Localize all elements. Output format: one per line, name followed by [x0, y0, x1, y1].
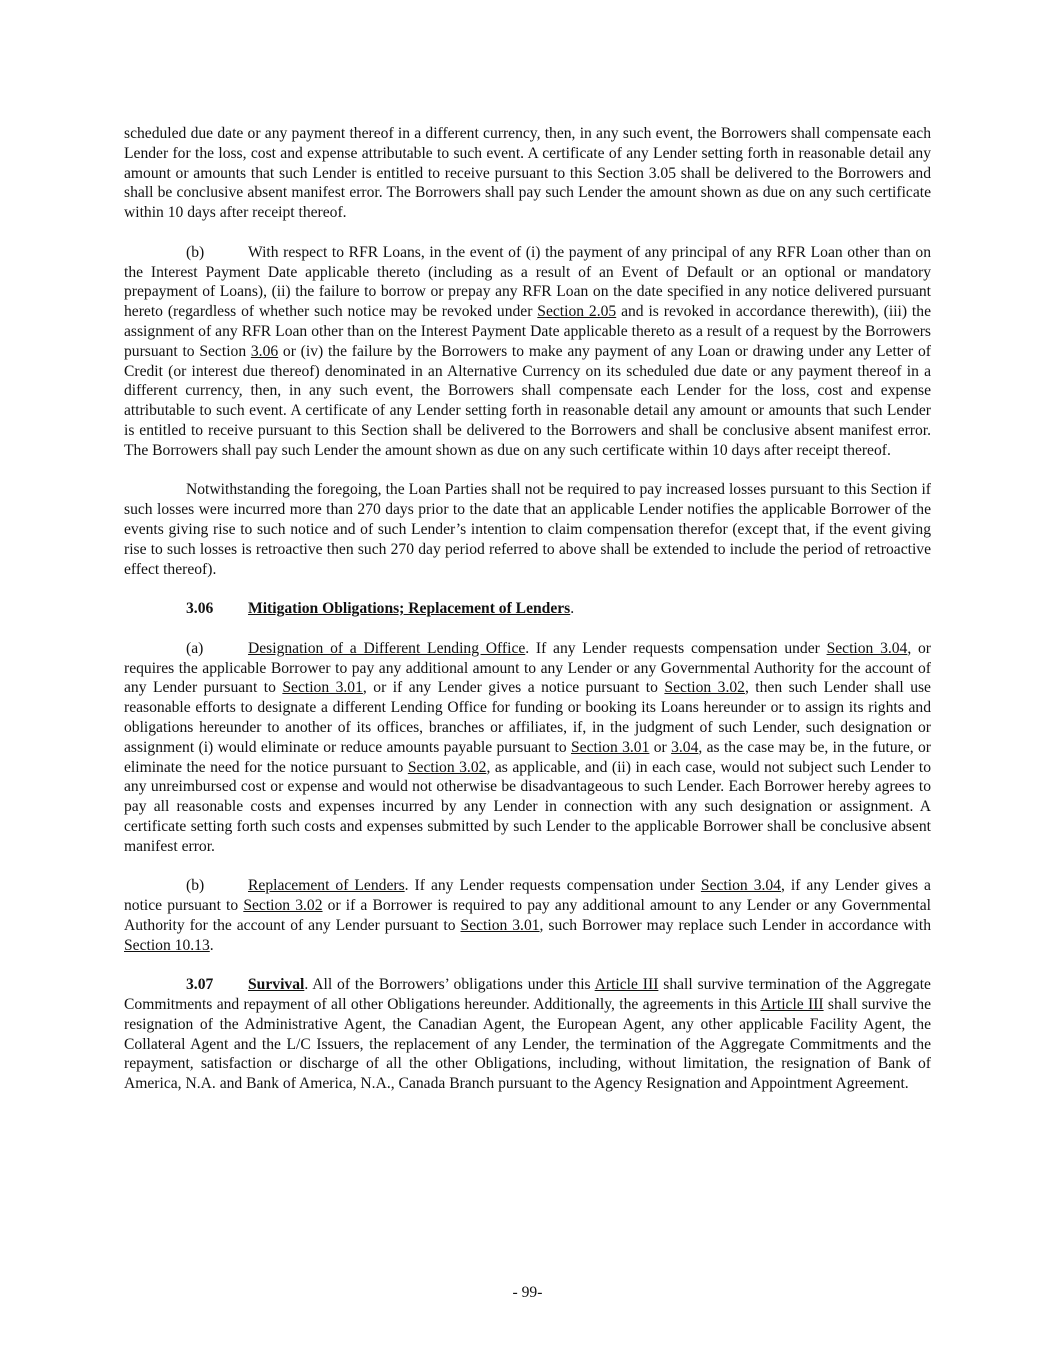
paragraph-3-06-b: (b) Replacement of Lenders. If any Lender requests compensation under Section 3.04, if any Lender gives a notice pursuant to Section 3.02 or if a Borrower is required to pay any additional amount to any Lender or any Governmental Authority for the account of any Lender pursuant to Section 3.01, such Borrower may replace such Lender in accordance with Section 10.13.: [124, 877, 931, 954]
article-reference: Article III: [594, 976, 659, 994]
paragraph-3-05-b: (b) With respect to RFR Loans, in the event of (i) the payment of any principal of any RFR Loan other than on the Interest Payment Date applicable thereto (including as a result of an Event of Default or an optional or mandatory prepayment of Loans), (ii) the failure to borrow or prepay any RFR Loan on the date specified in any notice delivered pursuant hereto (regardless of whether such notice may be revoked under Section 2.05 and is revoked in accordance therewith), (iii) the assignment of any RFR Loan other than on the Interest Payment Date applicable thereto as a result of a request by the Borrowers pursuant to Section 3.06 or (iv) the failure by the Borrowers to make any payment of any Loan or drawing under any Letter of Credit (or interest due thereof) denominated in an Alternative Currency on its scheduled due date or any payment thereof in a different currency, then, in any such event, the Borrowers shall compensate each Lender for the loss, cost and expense attributable to such event. A certificate of any Lender setting forth in reasonable detail any amount or amounts that such Lender is entitled to receive pursuant to this Section shall be delivered to the Borrowers and shall be conclusive absent manifest error. The Borrowers shall pay such Lender the amount shown as due on any such certificate within 10 days after receipt thereof.: [124, 243, 931, 459]
section-reference: 3.06: [250, 342, 279, 360]
paragraph-3-06-a: (a) Designation of a Different Lending Office. If any Lender requests compensation under Section 3.04, or requires the applicable Borrower to pay any additional amount to any Lender or any Governmental Authority for the account of any Lender pursuant to Section 3.01, or if any Lender gives a notice pursuant to Section 3.02, then such Lender shall use reasonable efforts to designate a different Lending Office for funding or booking its Loans hereunder or to assign its rights and obligations hereunder to another of its offices, branches or affiliates, if, in the judgment of such Lender, such designation or assignment (i) would eliminate or reduce amounts payable pursuant to Section 3.01 or 3.04, as the case may be, in the future, or eliminate the need for the notice pursuant to Section 3.02, as applicable, and (ii) in each case, would not subject such Lender to any unreimbursed cost or expense and would not otherwise be disadvantageous to such Lender. Each Borrower hereby agrees to pay all reasonable costs and expenses incurred by any Lender in connection with any such designation or assignment. A certificate setting forth such costs and expenses submitted by such Lender to the applicable Borrower shall be conclusive absent manifest error.: [124, 639, 931, 855]
article-reference: Article III: [760, 996, 824, 1014]
clause-title: Replacement of Lenders: [248, 877, 405, 895]
paragraph-notwithstanding: Notwithstanding the foregoing, the Loan Parties shall not be required to pay increased losses pursuant to this Section if such losses were incurred more than 270 days prior to the date that an applicable Lender notifies the applicable Borrower of the events giving rise to such notice and of such Lender’s intention to claim compensation therefor (except that, if the event giving rise to such losses is retroactive then such 270 day period referred to above shall be extended to include the period of retroactive effect thereof).: [124, 481, 931, 578]
page-number: - 99-: [512, 1284, 543, 1301]
section-reference: Section 3.02: [243, 897, 323, 915]
section-reference: Section 10.13: [124, 936, 210, 954]
section-reference: 3.04: [671, 738, 699, 756]
section-title: Survival: [248, 976, 305, 994]
clause-label: (b): [186, 243, 205, 261]
clause-label: (b): [186, 877, 205, 895]
section-reference: Section 3.01: [460, 916, 540, 934]
section-title: Mitigation Obligations; Replacement of Lenders: [248, 600, 571, 618]
paragraph-continuation: scheduled due date or any payment thereof in a different currency, then, in any such event, the Borrowers shall compensate each Lender for the loss, cost and expense attributable to such event. A certificate of any Lender setting forth in reasonable detail any amount or amounts that such Lender is entitled to receive pursuant to this Section 3.05 shall be delivered to the Borrowers and shall be conclusive absent manifest error. The Borrowers shall pay such Lender the amount shown as due on any such certificate within 10 days after receipt thereof.: [124, 125, 931, 222]
section-reference: Section 3.04: [826, 639, 908, 657]
document-page: [124, 124, 931, 1114]
section-reference: Section 3.02: [664, 679, 745, 697]
clause-title: Designation of a Different Lending Office: [248, 639, 526, 657]
section-reference: Section 3.02: [407, 758, 487, 776]
paragraph-3-07: 3.07 Survival. All of the Borrowers’ obligations under this Article III shall survive termination of the Aggregate Commitments and repayment of all other Obligations hereunder. Additionally, the agreements in this Article III shall survive the resignation of the Administrative Agent, the Canadian Agent, the European Agent, any other applicable Facility Agent, the Collateral Agent and the L/C Issuers, the replacement of any Lender, the termination of the Aggregate Commitments and the repayment, satisfaction or discharge of all the other Obligations, including, without limitation, the resignation of Bank of America, N.A. and Bank of America, N.A., Canada Branch pursuant to the Agency Resignation and Appointment Agreement.: [124, 976, 931, 1093]
section-reference: Section 2.05: [537, 303, 617, 321]
section-number: 3.07: [186, 976, 214, 994]
section-reference: Section 3.01: [571, 738, 650, 756]
section-reference: Section 3.01: [282, 679, 363, 697]
section-number: 3.06: [186, 600, 214, 618]
section-heading-3-06: 3.06 Mitigation Obligations; Replacement of Lenders.: [186, 600, 575, 618]
clause-label: (a): [186, 639, 204, 657]
section-reference: Section 3.04: [700, 877, 781, 895]
